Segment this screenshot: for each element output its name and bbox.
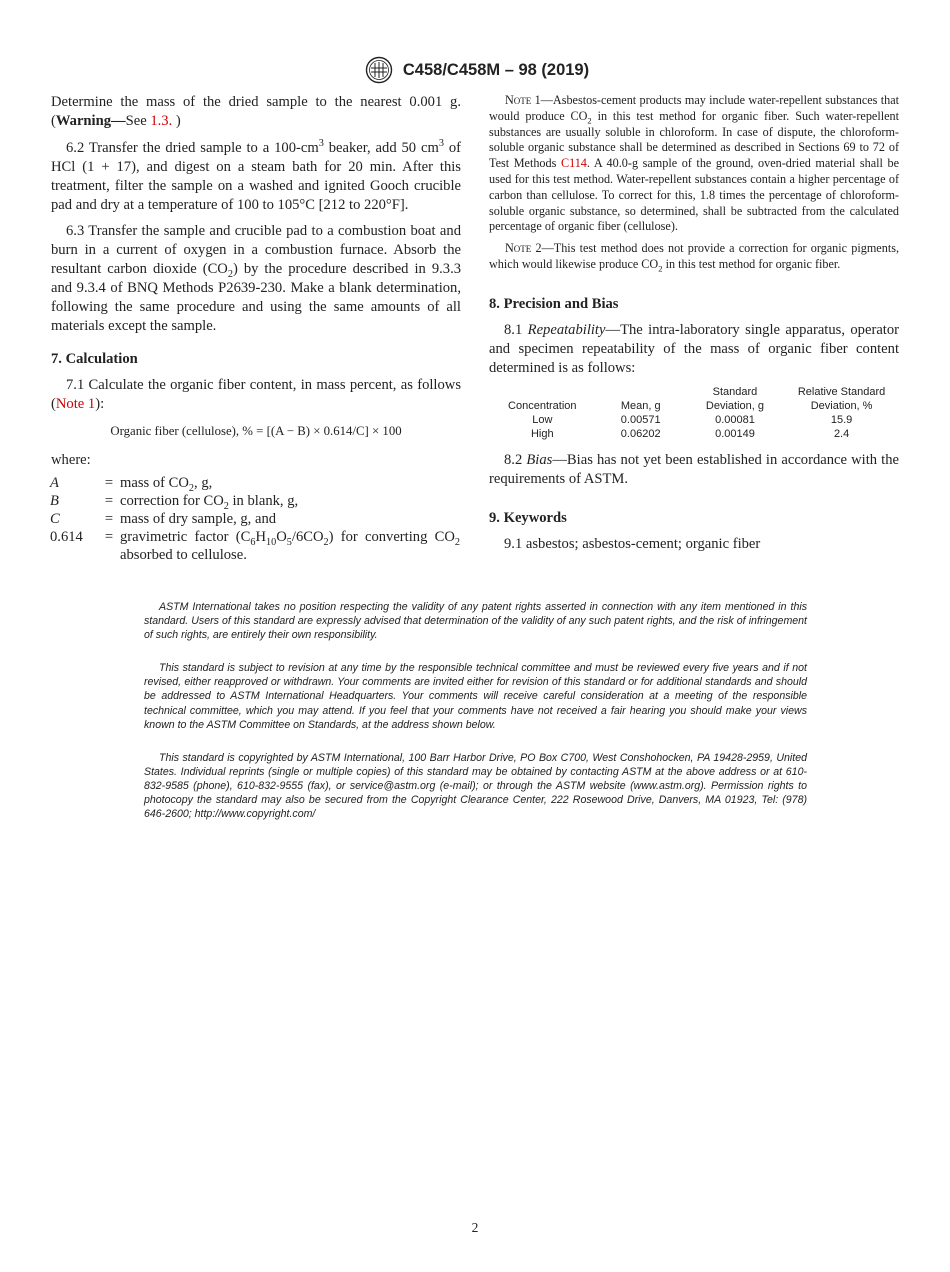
patent-disclaimer: ASTM International takes no position respecting the validity of any patent rights asserted in connection with any item mentioned in this standard. Users of this standard are expressly advised that determination of the validity of any such patent rights, and the risk of infringement of such rights, are entirely their own responsibility. [144,601,807,642]
copyright-disclaimer: This standard is copyrighted by ASTM International, 100 Barr Harbor Drive, PO Box C700, West Conshohocken, PA 19428-2959, United States. Individual reprints (single or multiple copies) of this standard may be obtained by contacting ASTM at the above address or at 610-832-9585 (phone), 610-832-9555 (fax), or service@astm.org (e-mail); or through the ASTM website (www.astm.org). Permission rights to photocopy the standard may also be secured from the Copyright Clearance Center, 222 Rosewood Drive, Danvers, MA 01923, Tel: (978) 646-2600; http://www.copyright.com/ [144,751,807,821]
paragraph-8-2: 8.2 Bias—Bias has not yet been established in accordance with the requirements of ASTM. [489,452,900,488]
table-header-row: Standard Relative Standard [712,386,886,399]
left-column [51,93,461,564]
where-label: where: [51,451,91,468]
paragraph-6-1-continuation: Determine the mass of the dried sample to the nearest 0.001 g. (Warning—See 1.3. ) [51,94,461,129]
note-2: Note 2—This test method does not provide a correction for organic pigments, which would likewise produce $CO_2$ in this test method for organic fiber. [489,241,899,274]
section-heading-precision-bias: 8. Precision and Bias [489,295,619,312]
paragraph-6-2: 6.2 Transfer the dried sample to a $100-cm^3$ beaker, add 50 $cm^3$ of HCl (1 + 17), and digest on a steam bath for 20 min. After this treatment, filter the sample on a washed and ignited Gooch crucible pad and dry at a temperature of 100 to 105°C [212 to 220°F]. [51,137,461,213]
definition-row: 0.614 = gravimetric factor $(C_6H_{10}O_5/6CO_2)$ for converting $CO_2$ absorbed to cellulose. [50,528,460,563]
note-1: Note 1—Asbestos-cement products may include water-repellent substances that would produce $CO_2$ in this test method for organic fiber. Such water-repellent substances are usually soluble in chloroform. In case of dispute, the chloroform-soluble organic substance shall be determined as described in Sections 69 to 72 of Test Methods C114. A 40.0-g sample of the ground, oven-dried material shall be used for this test method. Water-repellent substances contain a higher percentage of carbon than cellulose. To correct for this, 1.8 times the percentage of chloroform-soluble organic substance, so determined, shall be subtracted from the calculated percentage of organic fiber (cellulose). [489,93,899,234]
reference-link-1-3[interactable]: 1.3. [150,112,173,129]
definition-row: B = correction for $CO_2$ in blank, g, [50,492,299,512]
table-row: Low 0.00571 0.00081 15.9 [532,414,853,427]
legal-disclaimers [144,600,807,840]
variable-definitions [50,474,460,564]
definition-row: A = mass of $CO_2$, g, [50,474,213,494]
document-designation: C458/C458M – 98 (2019) [402,60,590,79]
paragraph-9-1: 9.1 asbestos; asbestos-cement; organic fiber [504,536,761,553]
calculation-equation: Organic fiber (cellulose), % = [(A − B) × 0.614/C] × 100 [110,423,402,438]
revision-disclaimer: This standard is subject to revision at any time by the responsible technical committee and must be reviewed every five years and if not revised, either reapproved or withdrawn. Your comments are invited either for revision of this standard or for additional standards and should be addressed to ASTM International Headquarters. Your comments will receive careful consideration at a meeting of the responsible technical committee, which you may attend. If you feel that your comments have not received a fair hearing you should make your views known to the ASTM Committee on Standards, at the address shown below. [144,662,807,731]
paragraph-7-1: 7.1 Calculate the organic fiber content, in mass percent, as follows (Note 1): [51,376,461,412]
paragraph-8-1: 8.1 Repeatability—The intra-laboratory single apparatus, operator and specimen repeatability of the mass of organic fiber content determined is as follows: [489,321,900,376]
precision-table [489,385,899,441]
reference-link-c114[interactable]: C114 [560,156,587,171]
paragraph-6-3: 6.3 Transfer the sample and crucible pad to a combustion boat and burn in a current of oxygen in a combustion furnace. Absorb the resultant carbon dioxide $(CO_2)$ by the procedure described in 9.3.3 and 9.3.4 of BNQ Methods P2639-230. Make a blank determination, following the same procedure and using the same amounts of all materials except the sample. [51,223,462,334]
right-column [489,93,899,562]
page-number: 2 [471,1220,479,1235]
table-header-row: Concentration Mean, g Deviation, g Deviation, % [508,400,873,413]
definition-row: C = mass of dry sample, g, and [50,510,277,527]
reference-link-note-1[interactable]: Note 1 [55,395,96,412]
page-header [0,56,950,84]
section-heading-calculation: 7. Calculation [51,350,138,367]
section-heading-keywords: 9. Keywords [489,510,567,527]
table-row: High 0.06202 0.00149 2.4 [530,428,850,441]
astm-logo-icon [361,56,397,84]
